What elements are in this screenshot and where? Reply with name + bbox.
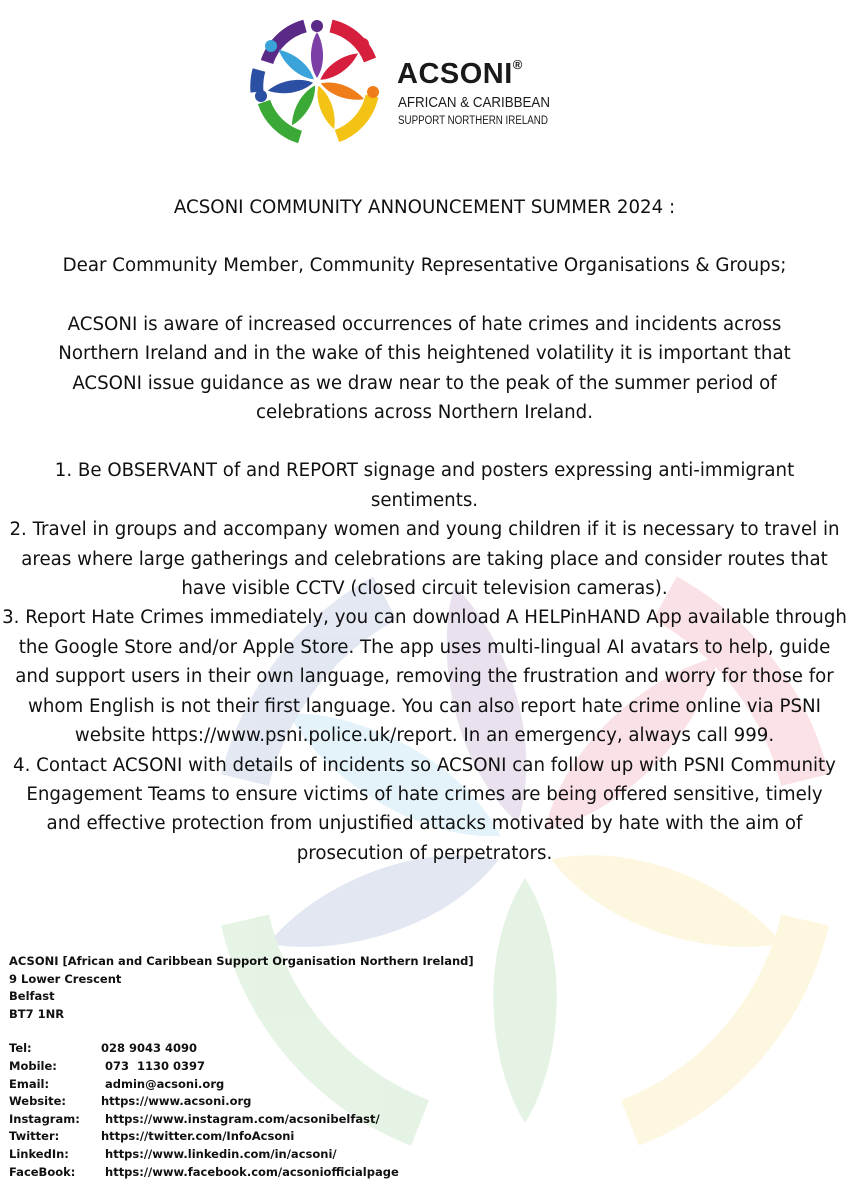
tel-value[interactable]: 028 9043 4090 [101,1041,198,1056]
contact-row-website [9,1093,609,1111]
contact-label: Email: [9,1076,50,1091]
mobile-value[interactable]: 073 1130 0397 [101,1058,206,1073]
contact-row-email [9,1076,609,1094]
linkedin-link[interactable]: https://www.linkedin.com/in/acsoni/ [101,1146,337,1161]
contact-label: LinkedIn: [9,1146,69,1161]
announcement-body [0,193,849,868]
guidance-point-2: 2. Travel in groups and accompany women and young children if it is necessary to travel in areas where large gatherings and celebrations are taking place and consider routes that have visible CCTV (closed circuit television cameras). [9,519,840,600]
contact-footer [9,953,609,1181]
contact-label: Twitter: [9,1129,60,1144]
contact-row-twitter [9,1128,609,1146]
facebook-link[interactable]: https://www.facebook.com/acsoniofficialpage [101,1164,399,1179]
acsoni-logo [245,10,585,155]
instagram-link[interactable]: https://www.instagram.com/acsonibelfast/ [101,1111,380,1126]
address-line: 9 Lower Crescent [9,971,122,986]
acsoni-flower-logo-icon [245,10,390,155]
contact-row-tel [9,1040,609,1058]
guidance-point-1: 1. Be OBSERVANT of and REPORT signage and posters expressing anti-immigrant sentiments. [54,460,795,511]
brand-name: ACSONI® [397,57,523,90]
address-line: BT7 1NR [9,1006,65,1021]
brand-subtitle-1: AFRICAN & CARIBBEAN [398,95,550,111]
announcement-greeting: Dear Community Member, Community Representative Organisations & Groups; [62,255,787,277]
contact-row-instagram [9,1111,609,1129]
contact-row-mobile [9,1058,609,1076]
website-link[interactable]: https://www.acsoni.org [101,1094,252,1109]
address-line: ACSONI [African and Caribbean Support Organisation Northern Ireland] [9,954,474,968]
announcement-title: ACSONI COMMUNITY ANNOUNCEMENT SUMMER 2024 : [173,197,676,218]
registered-mark: ® [512,57,523,73]
contact-label: Instagram: [9,1111,80,1126]
contact-label: FaceBook: [9,1164,76,1179]
announcement-intro: ACSONI is aware of increased occurrences of hate crimes and incidents across Northern Ireland and in the wake of this heightened volatility it is important that ACSONI issue guidance as we draw near to the peak of the summer period of celebrations across Northern Ireland. [58,313,791,424]
contact-label: Website: [9,1094,66,1109]
address-line: Belfast [9,989,55,1004]
brand-subtitle-2: SUPPORT NORTHERN IRELAND [398,115,548,127]
guidance-point-4: 4. Contact ACSONI with details of incidents so ACSONI can follow up with PSNI Community Engagement Teams to ensure victims of hate crimes are being offered sensitive, timely and effective protection from unjustified attacks motivated by hate with the aim of prosecution of perpetrators. [13,754,836,864]
contact-row-facebook [9,1164,609,1182]
twitter-link[interactable]: https://twitter.com/InfoAcsoni [101,1129,295,1144]
guidance-point-3: 3. Report Hate Crimes immediately, you can download A HELPinHAND App available through the Google Store and/or Apple Store. The app uses multi-lingual AI avatars to help, guide and support users in their own language, removing the frustration and worry for those for whom English is not their first language. You can also report hate crime online via PSNI website https://www.psni.police.uk/report. In an emergency, always call 999. [2,607,847,747]
email-link[interactable]: admin@acsoni.org [101,1076,225,1091]
contact-row-linkedin [9,1146,609,1164]
contact-list [9,1040,609,1181]
contact-label: Mobile: [9,1058,57,1073]
contact-label: Tel: [9,1041,32,1056]
